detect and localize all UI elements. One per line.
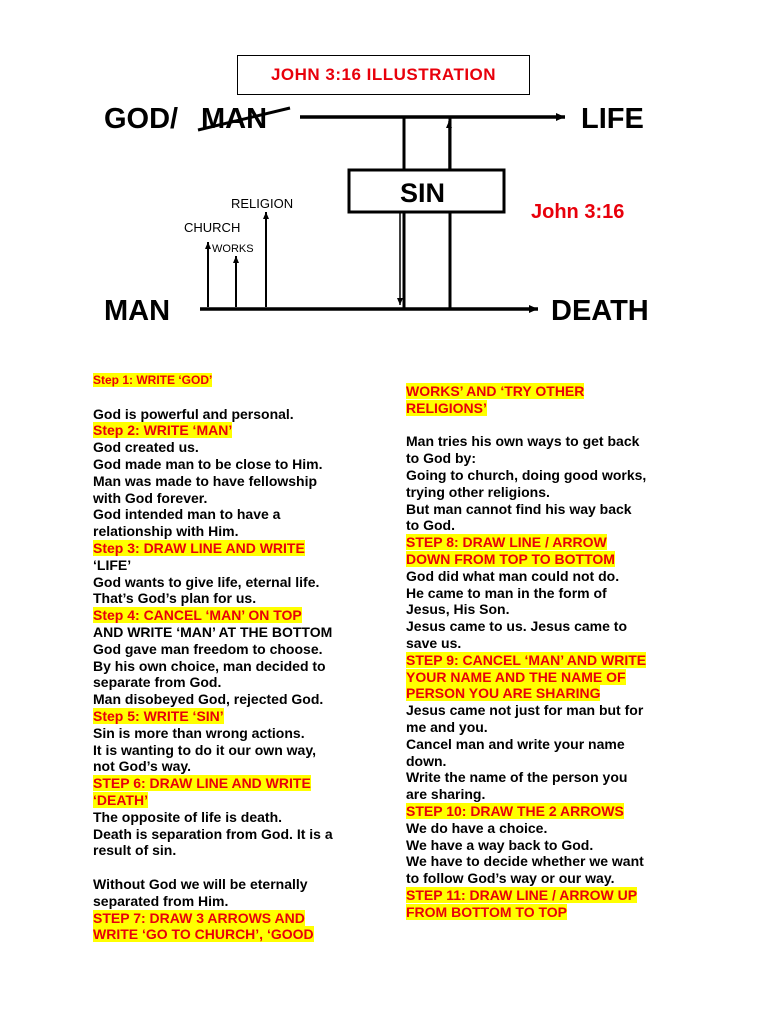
step-highlight: ‘DEATH’ <box>93 791 148 808</box>
body-text-line: He came to man in the form of <box>406 584 607 601</box>
body-text-line: Write the name of the person you <box>406 769 628 786</box>
body-text-line: We have to decide whether we want <box>406 853 644 870</box>
body-text-line: It is wanting to do it our own way, <box>93 741 316 758</box>
body-text-line: down. <box>406 752 447 769</box>
step-highlight: DOWN FROM TOP TO BOTTOM <box>406 550 615 567</box>
step-heading-line <box>406 383 706 400</box>
works-label: WORKS <box>212 243 254 255</box>
right-column <box>406 383 706 921</box>
body-text-line: We have a way back to God. <box>406 836 594 853</box>
step-heading-line <box>406 652 706 669</box>
body-text-line: God made man to be close to Him. <box>93 455 323 472</box>
step-heading-line <box>406 534 706 551</box>
body-text-line: with God forever. <box>93 489 208 506</box>
spacer <box>93 389 383 406</box>
body-text-line: God is powerful and personal. <box>93 405 294 422</box>
man-label: MAN <box>104 295 171 327</box>
step-heading-line <box>406 904 706 921</box>
spacer <box>93 859 383 876</box>
body-text-line: Cancel man and write your name <box>406 735 625 752</box>
step-heading-line <box>93 422 383 439</box>
step-highlight: Step 3: DRAW LINE AND WRITE <box>93 539 305 556</box>
body-text-line: We do have a choice. <box>406 819 548 836</box>
body-text-line: trying other religions. <box>406 483 550 500</box>
step-heading-line <box>93 607 383 624</box>
death-label: DEATH <box>551 295 649 327</box>
body-text-line: Going to church, doing good works, <box>406 466 647 483</box>
body-text-line: Jesus came not just for man but for <box>406 702 644 719</box>
body-text-line: separated from Him. <box>93 892 229 909</box>
john-316-diagram <box>0 95 768 330</box>
verse-label: John 3:16 <box>531 201 625 223</box>
man-struck-label: MAN <box>201 103 268 135</box>
step-heading-line <box>406 887 706 904</box>
step-highlight: RELIGIONS’ <box>406 399 487 416</box>
body-text-line: Jesus, His Son. <box>406 601 510 618</box>
body-text-line: Man disobeyed God, rejected God. <box>93 691 324 708</box>
sin-label: SIN <box>400 178 446 208</box>
step-highlight: STEP 11: DRAW LINE / ARROW UP <box>406 886 638 903</box>
step-highlight: Step 5: WRITE ‘SIN’ <box>93 707 224 724</box>
body-text-line: Sin is more than wrong actions. <box>93 724 305 741</box>
step-highlight: STEP 7: DRAW 3 ARROWS AND <box>93 909 305 926</box>
body-text-line: Death is separation from God. It is a <box>93 825 333 842</box>
step-heading-line <box>93 775 383 792</box>
step-heading-line <box>93 371 383 389</box>
step-heading-line <box>406 551 706 568</box>
body-text-line: to follow God’s way or our way. <box>406 870 615 887</box>
step-highlight: Step 4: CANCEL ‘MAN’ ON TOP <box>93 607 302 624</box>
body-text-line: AND WRITE ‘MAN’ AT THE BOTTOM <box>93 623 333 640</box>
body-text-line: But man cannot find his way back <box>406 500 632 517</box>
body-text-line: not God’s way. <box>93 758 192 775</box>
step-highlight: STEP 6: DRAW LINE AND WRITE <box>93 775 311 792</box>
step-highlight: STEP 9: CANCEL ‘MAN’ AND WRITE <box>406 651 647 668</box>
step-highlight: STEP 8: DRAW LINE / ARROW <box>406 534 607 551</box>
body-text-line: God gave man freedom to choose. <box>93 640 323 657</box>
body-text-line: are sharing. <box>406 786 486 803</box>
body-text-line: God intended man to have a <box>93 506 281 523</box>
body-text-line: Man tries his own ways to get back <box>406 433 640 450</box>
step-highlight: Step 1: WRITE ‘GOD’ <box>93 373 213 387</box>
step-highlight: STEP 10: DRAW THE 2 ARROWS <box>406 802 624 819</box>
religion-label: RELIGION <box>231 196 294 211</box>
body-text-line: Without God we will be eternally <box>93 875 308 892</box>
step-highlight: FROM BOTTOM TO TOP <box>406 903 567 920</box>
step-heading-line <box>93 540 383 557</box>
body-text-line: By his own choice, man decided to <box>93 657 326 674</box>
step-heading-line <box>406 400 706 417</box>
step-highlight: PERSON YOU ARE SHARING <box>406 685 601 702</box>
church-label: CHURCH <box>184 220 241 235</box>
body-text-line: Man was made to have fellowship <box>93 472 318 489</box>
step-heading-line <box>406 669 706 686</box>
left-column <box>93 371 383 943</box>
step-highlight: WRITE ‘GO TO CHURCH’, ‘GOOD <box>93 926 314 943</box>
step-heading-line <box>93 926 383 943</box>
life-label: LIFE <box>581 103 644 135</box>
body-text-line: God created us. <box>93 439 199 456</box>
cross-top-bar <box>404 117 450 170</box>
step-highlight: YOUR NAME AND THE NAME OF <box>406 668 626 685</box>
step-heading-line <box>406 685 706 702</box>
body-text-line: me and you. <box>406 718 488 735</box>
body-text-line: The opposite of life is death. <box>93 808 283 825</box>
step-heading-line <box>93 792 383 809</box>
god-label: GOD/ <box>104 103 179 135</box>
title-box <box>237 55 530 95</box>
step-heading-line <box>93 910 383 927</box>
body-text-line: save us. <box>406 634 462 651</box>
step-heading-line <box>406 803 706 820</box>
body-text-line: result of sin. <box>93 842 177 859</box>
spacer <box>406 417 706 434</box>
body-text-line: to God by: <box>406 450 476 467</box>
body-text-line: to God. <box>406 517 455 534</box>
body-text-line: God wants to give life, eternal life. <box>93 573 320 590</box>
body-text-line: separate from God. <box>93 674 222 691</box>
body-text-line: relationship with Him. <box>93 523 239 540</box>
body-text-line: ‘LIFE’ <box>93 556 132 573</box>
body-text-line: God did what man could not do. <box>406 567 620 584</box>
page-title: JOHN 3:16 ILLUSTRATION <box>270 65 497 84</box>
step-heading-line <box>93 708 383 725</box>
body-text-line: That’s God’s plan for us. <box>93 590 257 607</box>
step-highlight: WORKS’ AND ‘TRY OTHER <box>406 383 585 399</box>
body-text-line: Jesus came to us. Jesus came to <box>406 618 627 635</box>
step-highlight: Step 2: WRITE ‘MAN’ <box>93 422 233 439</box>
